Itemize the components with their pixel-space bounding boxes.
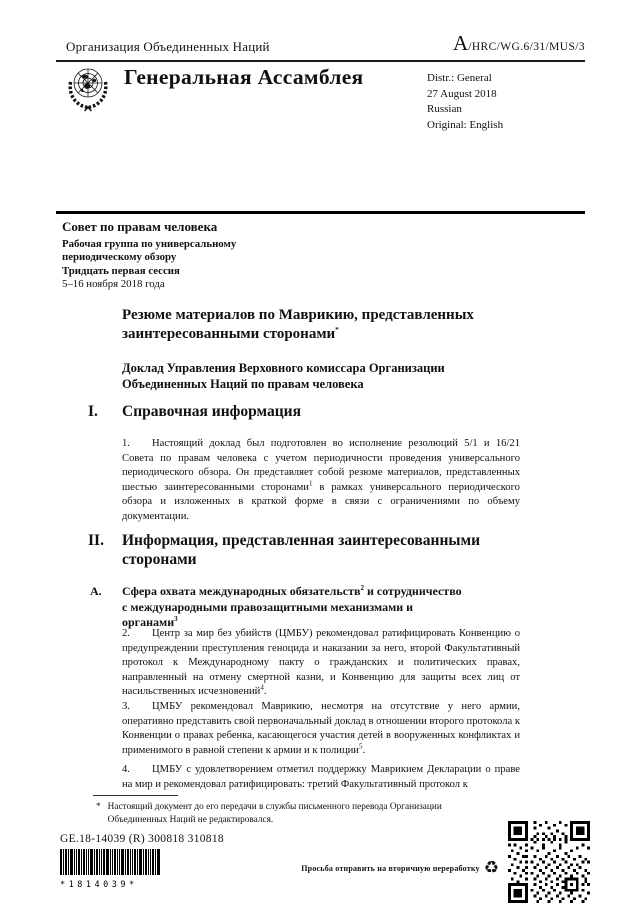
header-org-name: Организация Объединенных Наций	[66, 39, 270, 54]
barcode-label: *1814039*	[60, 880, 138, 890]
footnote-separator	[93, 795, 178, 796]
paragraph-2	[122, 627, 520, 700]
document-symbol	[453, 31, 585, 56]
paragraph-4	[122, 763, 520, 792]
barcode-bars	[60, 849, 164, 875]
recycle-note-text: Просьба отправить на вторичную переработку	[301, 863, 480, 873]
working-group-line-2: периодическому обзору	[62, 251, 177, 264]
distr-language: Russian	[427, 103, 462, 115]
section-heading-i	[88, 403, 518, 421]
subsection-heading-a	[90, 584, 468, 631]
distr-block	[427, 71, 503, 133]
paragraph-number: 2.	[122, 628, 130, 639]
header-rule	[56, 60, 585, 62]
subsection-title	[122, 584, 468, 631]
footnote-text: Настоящий документ до его передачи в службы письменного перевода Организации Объединенных Наций не редактировался.	[107, 802, 442, 825]
section-number: II.	[88, 532, 104, 549]
paragraph-3	[122, 700, 520, 758]
section-title: Информация, представленная заинтересованными сторонами	[122, 532, 480, 568]
recycle-note	[301, 858, 499, 878]
document-symbol-number: /HRC/WG.6/31/MUS/3	[468, 41, 585, 53]
council-title: Совет по правам человека	[62, 219, 218, 234]
subsection-letter: A.	[90, 584, 102, 598]
paragraph-text: в рамках универсального периодического обзора и изложенных в краткой форме в связи с ограничениями по объему документации.	[122, 481, 520, 522]
document-title	[122, 306, 504, 344]
title-footnote-ref: *	[335, 326, 339, 334]
distr-date: 27 August 2018	[427, 87, 497, 100]
distr-line: Distr.: General	[427, 72, 492, 84]
document-symbol-series: A	[453, 31, 469, 55]
barcode	[60, 849, 164, 890]
paragraph-text: Настоящий доклад был подготовлен во исполнение резолюций 5/1 и 16/21 Совета по правам человека с учетом периодичности проведения универсального периодического обзора. Он представляет собой резюме материалов, представленных шестью заинтересованными сторонами	[122, 438, 520, 493]
session-block	[62, 219, 236, 292]
session-dates: 5–16 ноября 2018 года	[62, 278, 165, 291]
footnote-ref: 1	[308, 479, 313, 488]
paragraph-1	[122, 437, 520, 525]
un-emblem-icon	[61, 63, 115, 122]
footnote-marker: *	[96, 802, 101, 812]
paragraph-number: 1.	[122, 438, 130, 449]
paragraph-text: .	[263, 686, 267, 698]
assembly-title: Генеральная Ассамблея	[124, 65, 364, 89]
paragraph-number: 4.	[122, 764, 130, 775]
footnote-ref: 3	[174, 615, 178, 623]
section-heading-ii	[88, 531, 488, 569]
session-number: Тридцать первая сессия	[62, 264, 180, 277]
subsection-title-text: и сотрудничество с международными правозащитными механизмами и органами	[122, 584, 462, 629]
distr-original: Original: English	[427, 118, 504, 131]
section-number: I.	[88, 403, 98, 420]
footnote-ref: 4	[260, 683, 264, 692]
qr-code	[508, 821, 590, 905]
working-group-line-1: Рабочая группа по универсальному	[62, 238, 237, 250]
paragraph-number: 3.	[122, 701, 130, 712]
document-title-text: Резюме материалов по Маврикию, представленных заинтересованными сторонами	[122, 307, 474, 342]
section-title: Справочная информация	[122, 403, 301, 420]
paragraph-text: .	[362, 744, 366, 756]
paragraph-text: ЦМБУ с удовлетворением отметил поддержку Маврикием Декларации о праве на мир и рекомендовал ратифицировать: третий Факультативный протокол к	[122, 764, 520, 790]
section-divider-rule	[56, 211, 585, 214]
footnote-ref: 2	[360, 584, 364, 592]
recycle-icon: ♻	[483, 858, 499, 878]
paragraph-text: Центр за мир без убийств (ЦМБУ) рекомендовал ратифицировать Конвенцию о предупреждении преступления геноцида и наказании за него, второй Факультативный протокол к Международному пакту о гражданских и политических правах, направленный на отмену смертной казни, и Конвенцию для защиты всех лиц от насильственных исчезновений	[122, 628, 520, 698]
paragraph-text: ЦМБУ рекомендовал Маврикию, несмотря на отсутствие у него армии, оперативно представить свой первоначальный доклад в отношении второго протокола к Конвенции о правах ребенка, касающегося участия детей в вооруженных конфликтах и применимого в равной степени к армии и к полиции	[122, 701, 520, 756]
ge-number: GE.18-14039 (R) 300818 310818	[60, 833, 224, 845]
subsection-title-text: Сфера охвата международных обязательств	[122, 584, 361, 598]
document-subtitle: Доклад Управления Верховного комиссара Организации Объединенных Наций по правам человека	[122, 361, 445, 391]
footnote-ref: 5	[358, 742, 363, 751]
footnote	[96, 801, 444, 827]
